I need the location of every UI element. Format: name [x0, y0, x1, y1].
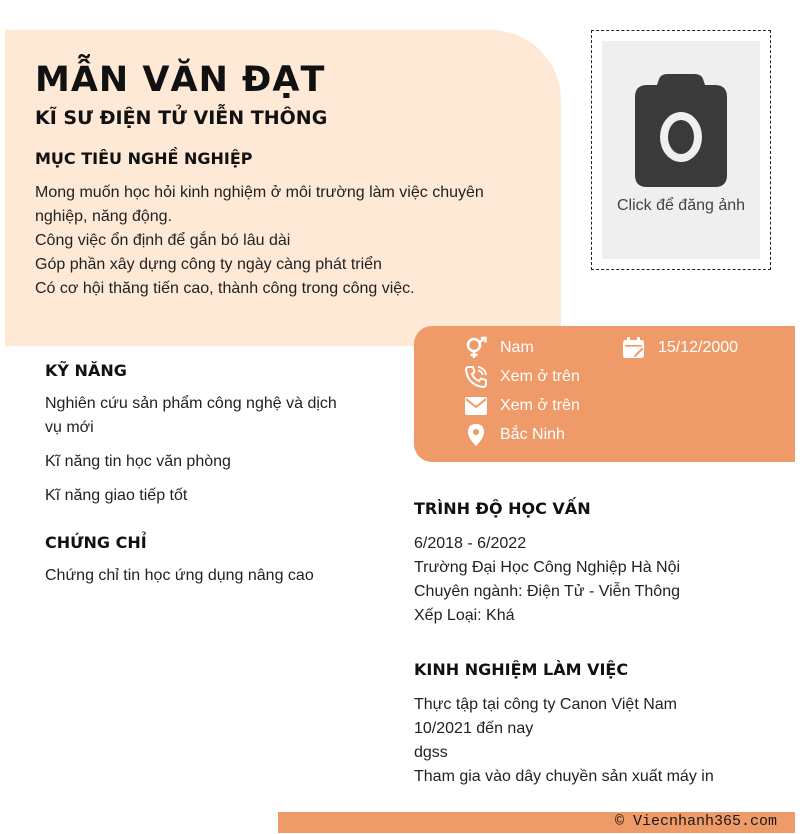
- objective-text[interactable]: [35, 181, 535, 301]
- objective-line: Có cơ hội thăng tiến cao, thành công trong công việc.: [35, 280, 415, 297]
- location-row[interactable]: [464, 423, 565, 447]
- experience-details[interactable]: [414, 693, 784, 789]
- education-heading: TRÌNH ĐỘ HỌC VẤN: [414, 499, 591, 518]
- skills-heading: KỸ NĂNG: [45, 361, 127, 380]
- certificate-item[interactable]: Chứng chỉ tin học ứng dụng nâng cao: [45, 567, 314, 584]
- skill-item[interactable]: Kĩ năng tin học văn phòng: [45, 453, 231, 470]
- objective-line: Góp phần xây dựng công ty ngày càng phát triển: [35, 256, 382, 273]
- job-title[interactable]: KĨ SƯ ĐIỆN TỬ VIỄN THÔNG: [35, 107, 328, 129]
- phone-icon: [464, 365, 488, 389]
- education-grade: Xếp Loại: Khá: [414, 607, 515, 624]
- contact-panel: [414, 326, 795, 462]
- camera-icon: [633, 73, 729, 189]
- birthdate-row[interactable]: [622, 336, 738, 360]
- objective-line: Mong muốn học hỏi kinh nghiệm ở môi trường làm việc chuyên nghiệp, năng động.: [35, 184, 484, 225]
- photo-placeholder[interactable]: [602, 41, 760, 259]
- objective-heading: MỤC TIÊU NGHỀ NGHIỆP: [35, 149, 253, 168]
- education-details[interactable]: [414, 532, 784, 628]
- location-icon: [464, 423, 488, 447]
- experience-description: Tham gia vào dây chuyền sản xuất máy in: [414, 768, 714, 785]
- education-school: Trường Đại Học Công Nghiệp Hà Nội: [414, 559, 681, 576]
- education-major: Chuyên ngành: Điện Tử - Viễn Thông: [414, 583, 680, 600]
- experience-period: 10/2021 đến nay: [414, 720, 534, 737]
- photo-caption: Click để đăng ảnh: [616, 197, 746, 214]
- experience-note: dgss: [414, 744, 448, 761]
- gender-value: Nam: [500, 339, 534, 356]
- location-value: Bắc Ninh: [500, 426, 565, 443]
- email-row[interactable]: [464, 394, 580, 418]
- footer-bar: [278, 812, 795, 833]
- candidate-name[interactable]: MẪN VĂN ĐẠT: [35, 60, 326, 100]
- birthdate-value: 15/12/2000: [658, 339, 739, 356]
- phone-row[interactable]: [464, 365, 580, 389]
- phone-value: Xem ở trên: [500, 368, 580, 385]
- objective-line: Công việc ổn định để gắn bó lâu dài: [35, 232, 291, 249]
- skill-item[interactable]: Nghiên cứu sản phẩm công nghệ và dịch vụ mới: [45, 395, 337, 436]
- gender-row[interactable]: [464, 336, 534, 360]
- experience-company: Thực tập tại công ty Canon Việt Nam: [414, 696, 677, 713]
- email-icon: [464, 394, 488, 418]
- email-value: Xem ở trên: [500, 397, 580, 414]
- footer-copyright: © Viecnhanh365.com: [614, 813, 777, 830]
- skill-item[interactable]: Kĩ năng giao tiếp tốt: [45, 487, 188, 504]
- calendar-icon: [622, 336, 646, 360]
- certificates-heading: CHỨNG CHỈ: [45, 533, 147, 552]
- experience-heading: KINH NGHIỆM LÀM VIỆC: [414, 660, 629, 679]
- gender-icon: [464, 336, 488, 360]
- education-period: 6/2018 - 6/2022: [414, 535, 527, 552]
- photo-upload[interactable]: [591, 30, 771, 270]
